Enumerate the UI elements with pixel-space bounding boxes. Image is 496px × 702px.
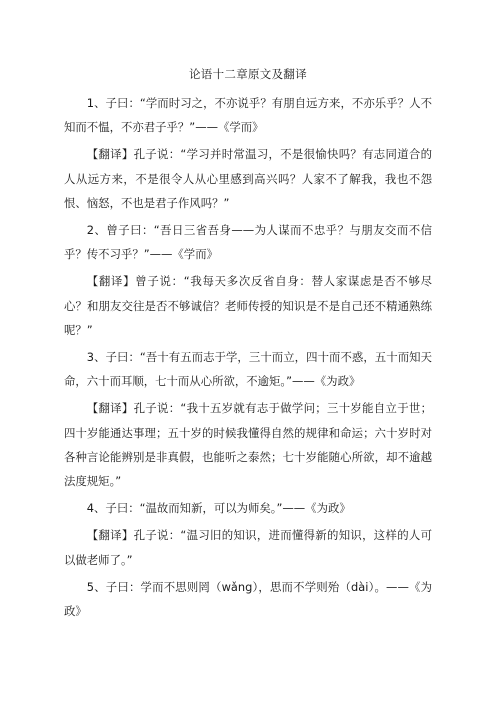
paragraph-text: 5、子曰：学而不思则罔（wǎng），思而不学则殆（dài）。——《为政》 [64,579,432,619]
paragraph-text: 3、子曰：“吾十有五而志于学，三十而立，四十而不惑，五十而知天命，六十而耳顺，七十而从心所欲，不逾矩。”——《为政》 [64,350,432,389]
paragraph-2-original [64,218,432,266]
translation-tag: 【翻译】 [86,147,134,162]
document-body [64,91,432,626]
paragraph-text: 曾子说：“我每天多次反省自身：替人家谋虑是否不够尽心？和朋友交往是否不够诚信？老师传授的知识是不是自己还不精通熟练呢？” [64,274,432,337]
translation-tag: 【翻译】 [86,274,136,289]
paragraph-3-translation [64,396,432,493]
paragraph-4-translation [64,523,432,571]
translation-tag: 【翻译】 [86,528,134,543]
paragraph-4-original [64,496,432,520]
translation-tag: 【翻译】 [86,401,134,416]
paragraph-text: 孔子说：“温习旧的知识，进而懂得新的知识，这样的人可以做老师了。” [64,528,432,567]
paragraph-1-translation [64,142,432,215]
paragraph-text: 2、曾子曰：“吾日三省吾身——为人谋而不忠乎？与朋友交而不信乎？传不习乎？”——《学而》 [64,223,432,262]
paragraph-5-original [64,575,432,623]
page-title: 论语十二章原文及翻译 [189,67,307,81]
paragraph-text: 孔子说：“学习并时常温习，不是很愉快吗？有志同道合的人从远方来，不是很令人从心里感到高兴吗？人家不了解我，我也不怨恨、恼怒，不也是君子作风吗？” [64,147,432,210]
paragraph-text: 1、子曰：“学而时习之，不亦说乎？有朋自远方来，不亦乐乎？人不知而不愠，不亦君子乎？”——《学而》 [64,96,432,135]
paragraph-text: 4、子曰：“温故而知新，可以为师矣。”——《为政》 [86,501,351,516]
paragraph-3-original [64,345,432,393]
paragraph-2-translation [64,269,432,342]
paragraph-text: 孔子说：“我十五岁就有志于做学问；三十岁能自立于世；四十岁能通达事理；五十岁的时候我懂得自然的规律和命运；六十岁时对各种言论能辨别是非真假，也能听之泰然；七十岁能随心所欲，却不逾越法度规矩。” [64,401,432,489]
paragraph-1-original [64,91,432,139]
